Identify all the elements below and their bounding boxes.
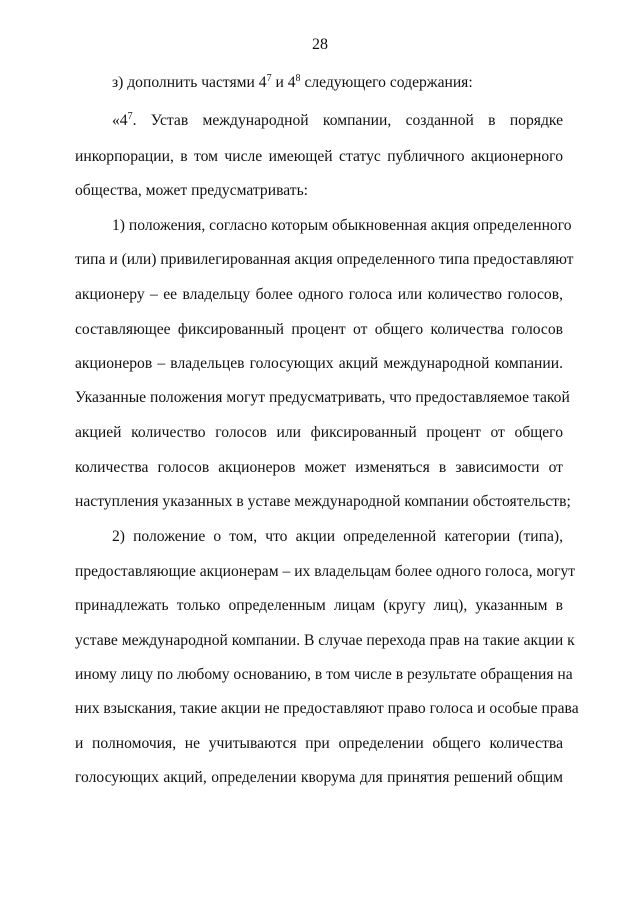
page-number: 28 xyxy=(312,36,328,53)
text-line: акцией количество голосов или фиксированный процент от общего xyxy=(75,424,563,441)
text-line: акционеров – владельцев голосующих акций международной компании. xyxy=(75,355,563,372)
text-line: наступления указанных в уставе международной компании обстоятельств; xyxy=(75,493,571,510)
superscript: 7 xyxy=(266,73,272,84)
superscript: 8 xyxy=(295,73,301,84)
text-line: иному лицу по любому основанию, в том числе в результате обращения на xyxy=(75,666,573,683)
text-line: общества, может предусматривать: xyxy=(75,182,309,199)
text-line: з) дополнить частями $4^7$ и $4^8$ следующего содержания: xyxy=(112,73,473,91)
text-line: 1) положения, согласно которым обыкновенная акция определенного xyxy=(112,217,572,234)
text-line: Указанные положения могут предусматривать, что предоставляемое такой xyxy=(75,389,570,406)
text-line: них взыскания, такие акции не предоставляют право голоса и особые права xyxy=(75,700,579,717)
text-line: принадлежать только определенным лицам (кругу лиц), указанным в xyxy=(75,597,563,614)
text-line: типа и (или) привилегированная акция определенного типа предоставляют xyxy=(75,251,574,268)
text-line: голосующих акций, определении кворума для принятия решений общим xyxy=(75,769,563,786)
text-line: акционеру – ее владельцу более одного голоса или количество голосов, xyxy=(75,286,563,303)
text-line: предоставляющие акционерам – их владельцам более одного голоса, могут xyxy=(75,563,576,580)
text-line: составляющее фиксированный процент от общего количества голосов xyxy=(75,321,563,338)
text-line: уставе международной компании. В случае перехода прав на такие акции к xyxy=(75,632,575,649)
text-line: инкорпорации, в том числе имеющей статус публичного акционерного xyxy=(75,148,563,165)
text-line: 2) положение о том, что акции определенной категории (типа), xyxy=(112,528,563,545)
superscript: 7 xyxy=(127,111,133,122)
text-line: количества голосов акционеров может изменяться в зависимости от xyxy=(75,459,563,476)
text-line: и полномочия, не учитываются при определении общего количества xyxy=(75,735,563,752)
text-line: «$4^7$. Устав международной компании, созданной в порядке xyxy=(112,111,563,129)
